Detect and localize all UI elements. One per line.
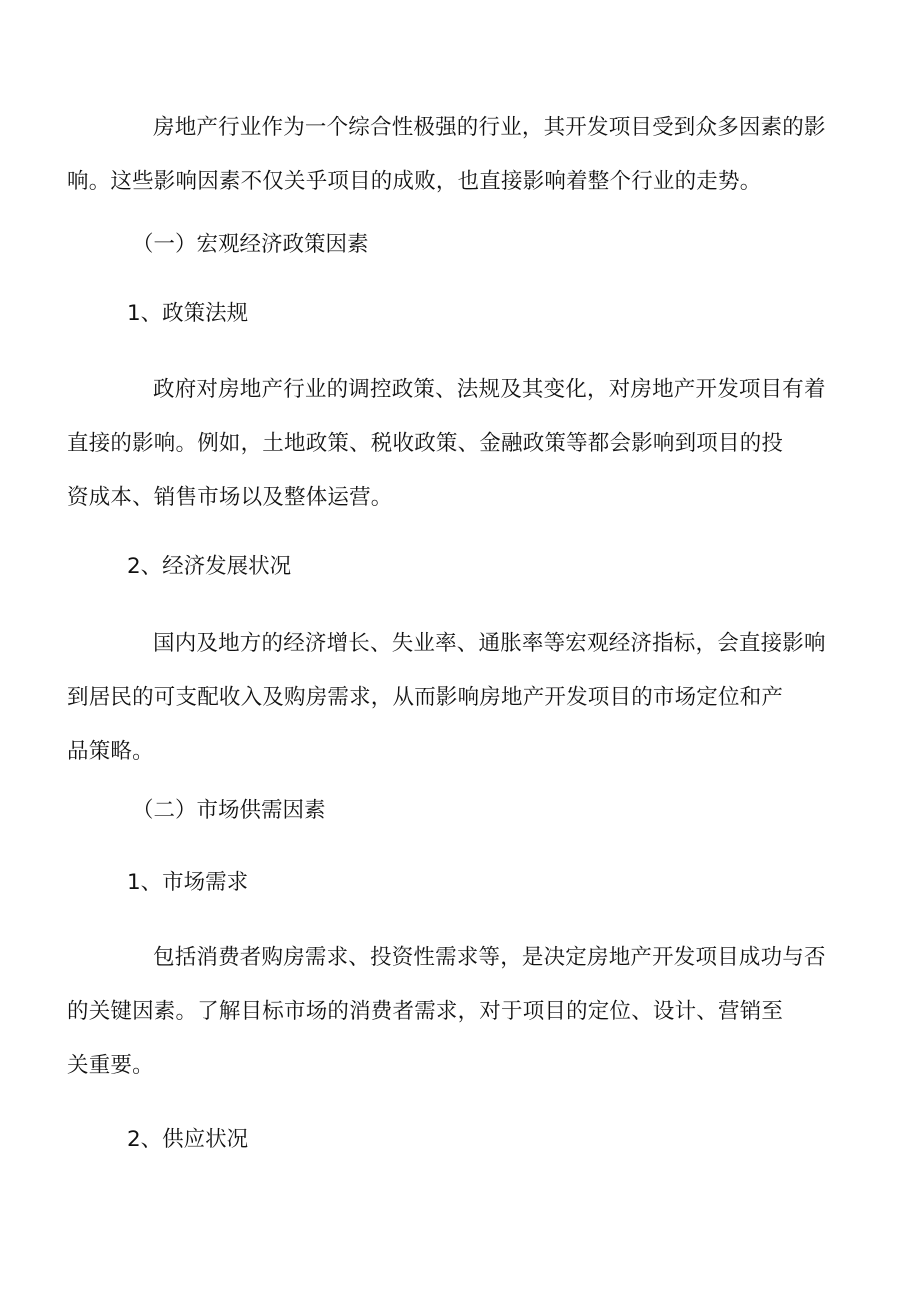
item-2-2-heading: 2、供应状况: [127, 1127, 249, 1152]
intro-line-2: 响。这些影响因素不仅关乎项目的成败，也直接影响着整个行业的走势。: [67, 169, 762, 194]
intro-line-1: 房地产行业作为一个综合性极强的行业，其开发项目受到众多因素的影: [153, 115, 826, 140]
item-1-1-paragraph: [67, 363, 832, 525]
item-1-1-line-2: 直接的影响。例如，土地政策、税收政策、金融政策等都会影响到项目的投: [67, 431, 784, 456]
item-1-2-line-2: 到居民的可支配收入及购房需求，从而影响房地产开发项目的市场定位和产: [67, 685, 784, 710]
item-2-1-paragraph: [67, 931, 832, 1093]
item-2-1-line-2: 的关键因素。了解目标市场的消费者需求，对于项目的定位、设计、营销至: [67, 999, 784, 1024]
section-1-heading: （一）宏观经济政策因素: [132, 232, 369, 257]
item-1-1-line-1: 政府对房地产行业的调控政策、法规及其变化，对房地产开发项目有着: [153, 377, 826, 402]
section-2-heading: （二）市场供需因素: [132, 798, 326, 823]
item-1-2-paragraph: [67, 617, 832, 779]
intro-paragraph: [67, 101, 832, 209]
item-2-1-line-3: 关重要。: [67, 1053, 154, 1078]
item-2-1-heading: 1、市场需求: [127, 870, 249, 895]
item-1-1-heading: 1、政策法规: [127, 301, 249, 326]
item-1-2-line-1: 国内及地方的经济增长、失业率、通胀率等宏观经济指标，会直接影响: [153, 631, 826, 656]
item-1-2-line-3: 品策略。: [67, 739, 154, 764]
item-1-2-heading: 2、经济发展状况: [127, 554, 292, 579]
item-2-1-line-1: 包括消费者购房需求、投资性需求等，是决定房地产开发项目成功与否: [153, 945, 826, 970]
item-1-1-line-3: 资成本、销售市场以及整体运营。: [67, 485, 393, 510]
